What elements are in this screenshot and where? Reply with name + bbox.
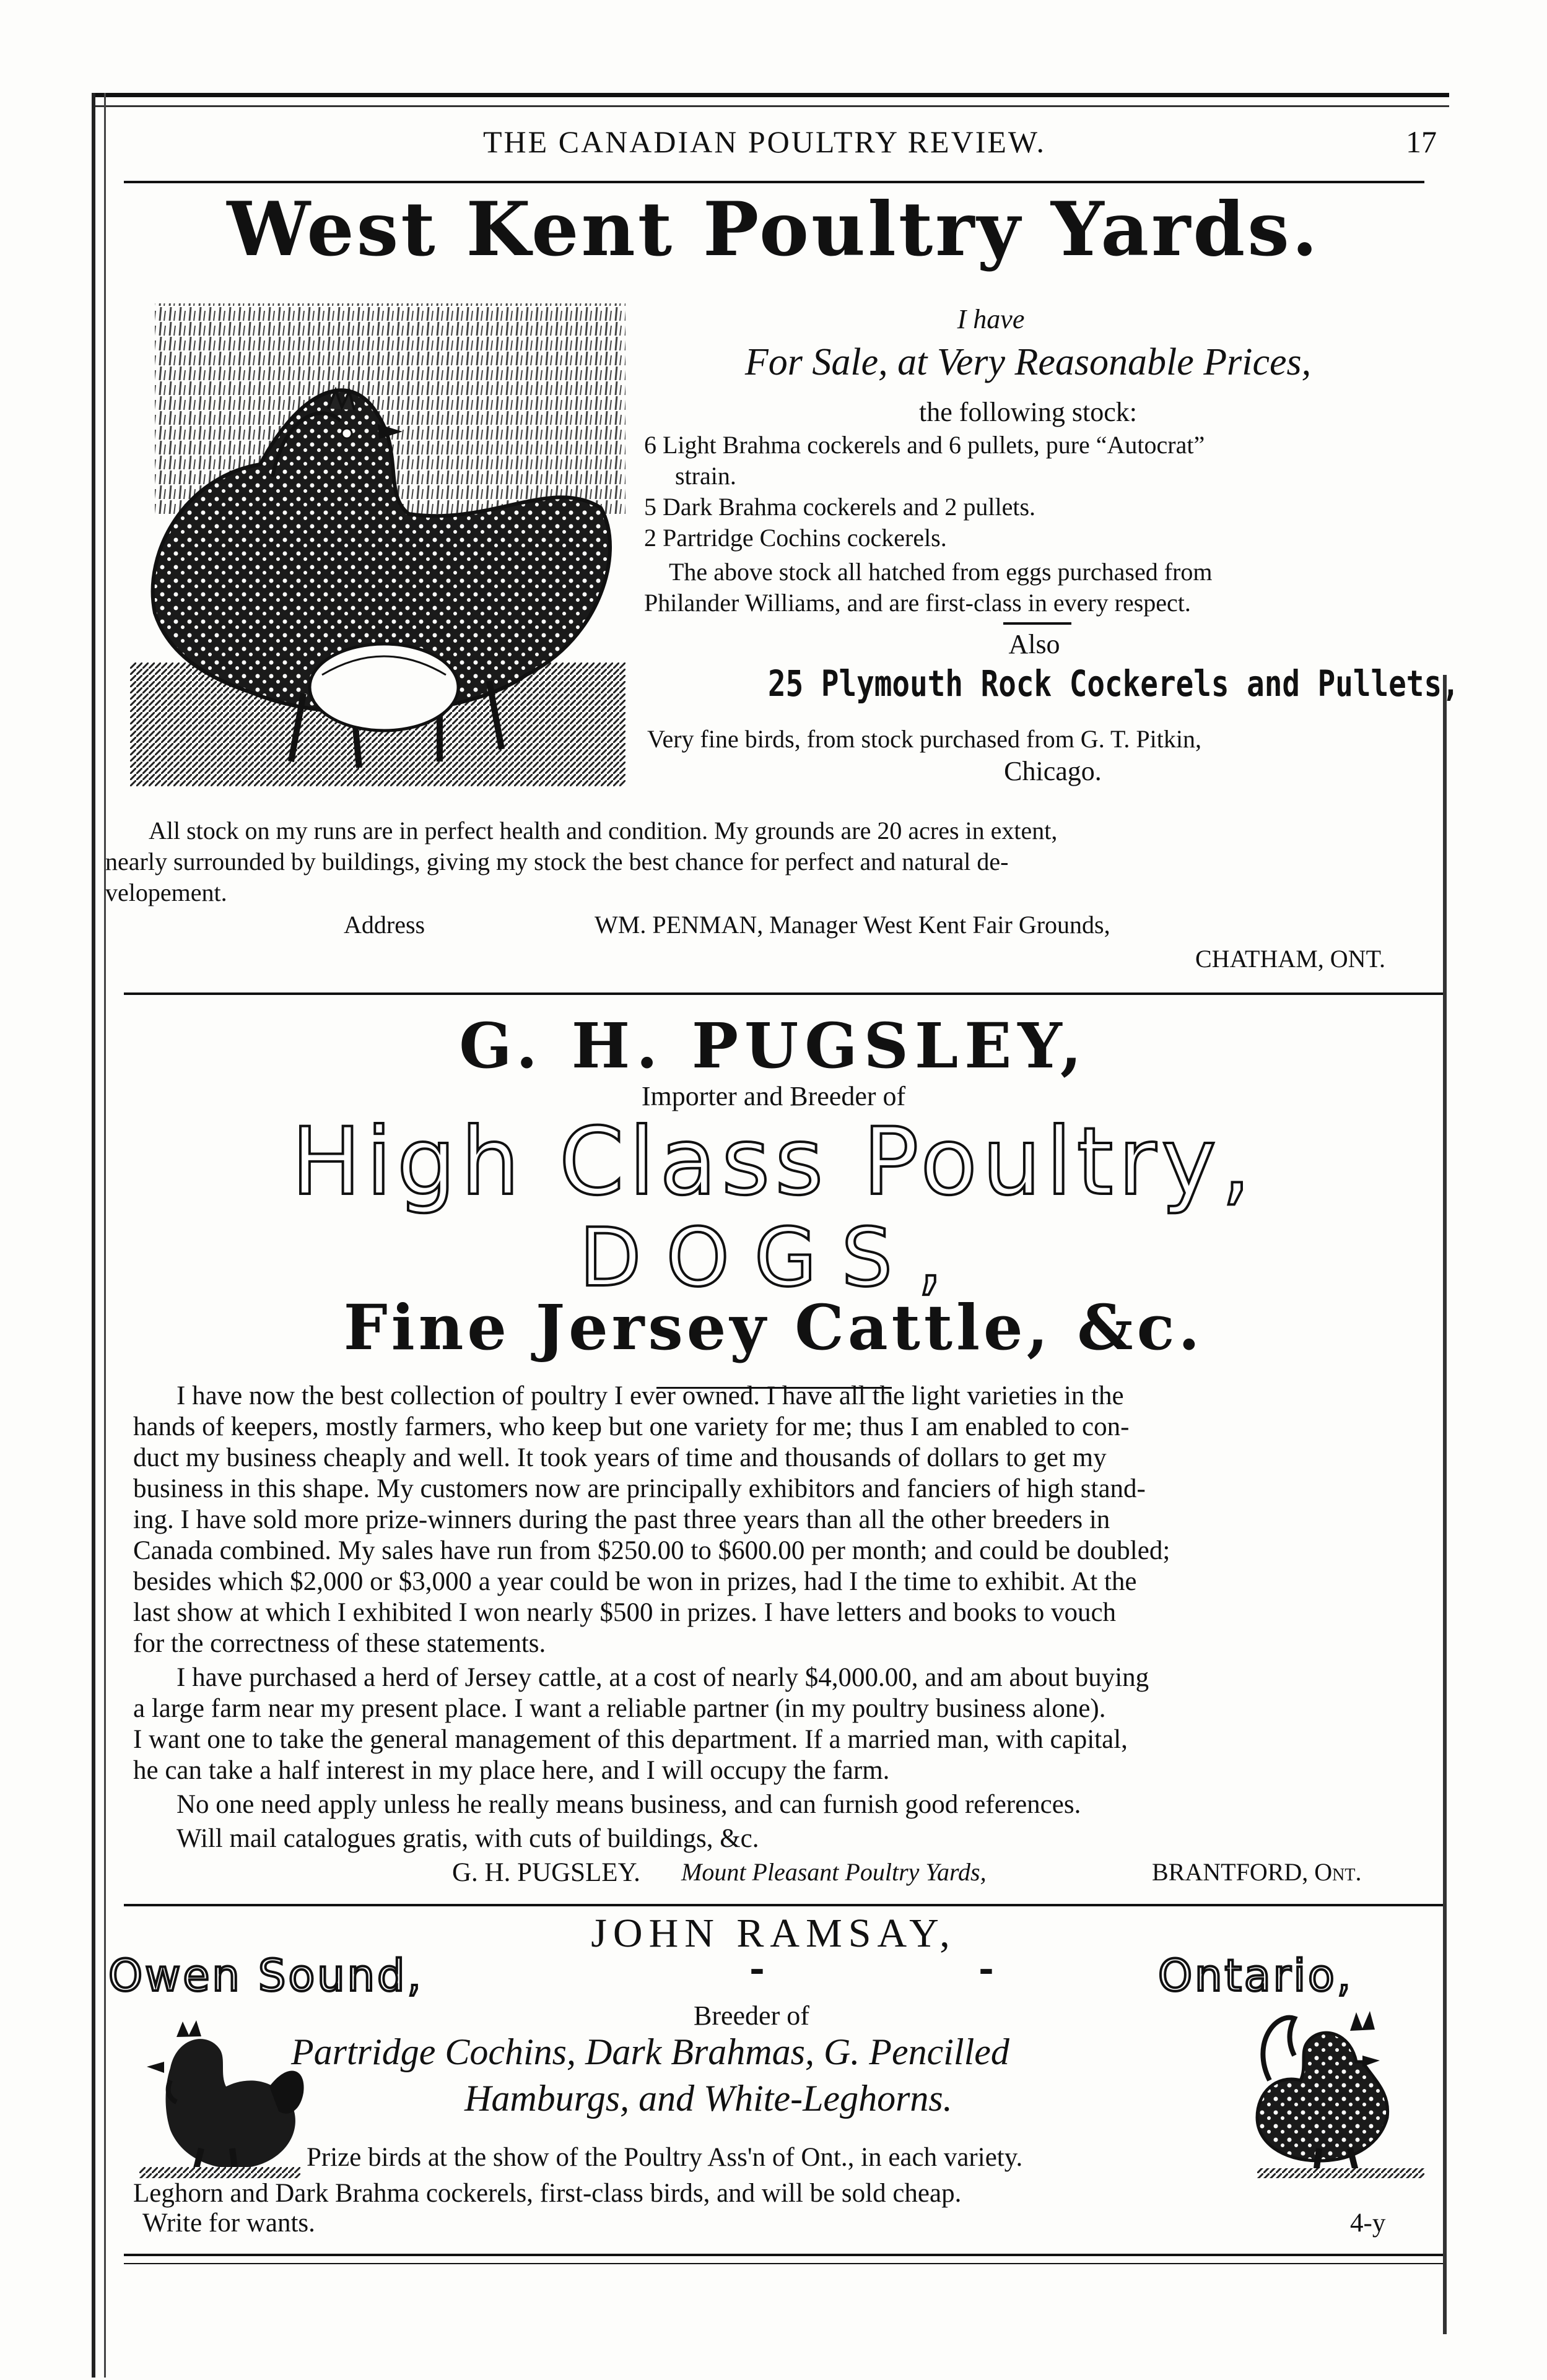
health-line: All stock on my runs are in perfect health and condition. My grounds are 20 acres in extent, <box>149 817 1058 845</box>
hens-illustration <box>118 291 638 799</box>
prize-line: Prize birds at the show of the Poultry Ass'n of Ont., in each variety. <box>307 2143 1023 2172</box>
high-class-poultry: High Class Poultry, <box>291 1108 1256 1216</box>
body2-line: I have purchased a herd of Jersey cattle, at a cost of nearly $4,000.00, and am about buying <box>176 1663 1149 1692</box>
address-city: CHATHAM, ONT. <box>1195 945 1386 973</box>
following-stock: the following stock: <box>919 397 1137 427</box>
rooster-left-illustration <box>127 2012 307 2179</box>
pugsley-subtitle: Importer and Breeder of <box>641 1081 906 1111</box>
body2-line: I want one to take the general management of this department. If a married man, with capital, <box>133 1725 1128 1754</box>
references-line: No one need apply unless he really means business, and can furnish good references. <box>176 1790 1081 1819</box>
pugsley-name: G. H. PUGSLEY, <box>459 1009 1088 1082</box>
body-line: last show at which I exhibited I won nearly $500 in prizes. I have letters and books to vouch <box>133 1598 1117 1627</box>
breeder-of: Breeder of <box>694 2000 809 2031</box>
i-have: I have <box>957 304 1025 334</box>
page-border-top-inner <box>93 105 1449 107</box>
ad-divider <box>124 1904 1443 1906</box>
hatched-line: The above stock all hatched from eggs purchased from <box>669 558 1213 586</box>
fine-birds-line: Chicago. <box>1004 756 1102 786</box>
owen-sound: Owen Sound, <box>108 1950 424 2001</box>
ontario: Ontario, <box>1158 1950 1354 2001</box>
signature-city: BRANTFORD, Ont. <box>1152 1858 1362 1886</box>
also-label: Also <box>1008 629 1060 659</box>
page-number: 17 <box>1406 124 1437 159</box>
dash-separator: - <box>749 1947 765 1991</box>
fine-birds-line: Very fine birds, from stock purchased from G. T. Pitkin, <box>647 725 1202 753</box>
address-label: Address <box>344 911 425 939</box>
leghorn-line: Leghorn and Dark Brahma cockerels, first-class birds, and will be sold cheap. <box>133 2179 962 2208</box>
stock-line: strain. <box>675 462 736 490</box>
breeds-line: Partridge Cochins, Dark Brahmas, G. Pencilled <box>291 2031 1009 2072</box>
ad-divider <box>124 992 1443 995</box>
body-line: for the correctness of these statements. <box>133 1629 546 1658</box>
west-kent-title: West Kent Poultry Yards. <box>227 186 1320 273</box>
dogs-heading: DOGS, <box>579 1210 968 1305</box>
plymouth-rock-heading: 25 Plymouth Rock Cockerels and Pullets, <box>768 662 1460 705</box>
stock-line: 2 Partridge Cochins cockerels. <box>644 524 947 552</box>
address-name: WM. PENMAN, Manager West Kent Fair Grounds, <box>595 911 1110 939</box>
small-rule <box>1003 622 1071 625</box>
ramsay-name: JOHN RAMSAY, <box>591 1911 956 1956</box>
bottom-rule-thin <box>124 2263 1443 2264</box>
body2-line: a large farm near my present place. I want a reliable partner (in my poultry business alone). <box>133 1694 1106 1723</box>
body-line: ing. I have sold more prize-winners during the past three years than all the other breeders in <box>133 1505 1110 1534</box>
catalogues-line: Will mail catalogues gratis, with cuts of buildings, &c. <box>176 1824 759 1853</box>
stock-line: 5 Dark Brahma cockerels and 2 pullets. <box>644 493 1036 521</box>
body-line: hands of keepers, mostly farmers, who keep but one variety for me; thus I am enabled to con- <box>133 1412 1130 1441</box>
page-border-right <box>1443 675 1447 2334</box>
body-line: duct my business cheaply and well. It took years of time and thousands of dollars to get my <box>133 1443 1107 1472</box>
signature-name: G. H. PUGSLEY. <box>452 1858 640 1887</box>
dash-separator: - <box>978 1947 994 1991</box>
stock-line: 6 Light Brahma cockerels and 6 pullets, pure “Autocrat” <box>644 431 1205 459</box>
body2-line: he can take a half interest in my place here, and I will occupy the farm. <box>133 1756 890 1785</box>
body-line: besides which $2,000 or $3,000 a year could be won in prizes, had I the time to exhibit. At the <box>133 1567 1137 1596</box>
rooster-right-illustration <box>1245 2000 1431 2179</box>
bottom-rule <box>124 2254 1443 2256</box>
page-border-top <box>93 93 1449 97</box>
breeds-line: Hamburgs, and White-Leghorns. <box>464 2078 952 2119</box>
header-rule <box>124 181 1424 183</box>
health-line: nearly surrounded by buildings, giving my stock the best chance for perfect and natural de- <box>105 848 1009 875</box>
jersey-cattle-heading: Fine Jersey Cattle, &c. <box>343 1291 1204 1364</box>
body-line: business in this shape. My customers now are principally exhibitors and fanciers of high stand- <box>133 1474 1146 1503</box>
running-title: THE CANADIAN POULTRY REVIEW. <box>483 124 1046 159</box>
signature-place: Mount Pleasant Poultry Yards, <box>681 1858 987 1886</box>
hatched-line: Philander Williams, and are first-class in every respect. <box>644 589 1191 617</box>
body-line: Canada combined. My sales have run from $250.00 to $600.00 per month; and could be doubled; <box>133 1536 1170 1565</box>
for-sale-heading: For Sale, at Very Reasonable Prices, <box>744 341 1312 383</box>
insertion-code: 4-y <box>1350 2208 1386 2238</box>
health-line: velopement. <box>105 879 227 906</box>
body-line: I have now the best collection of poultry I ever owned. I have all the light varieties in the <box>176 1381 1124 1410</box>
write-for-wants: Write for wants. <box>142 2208 315 2238</box>
